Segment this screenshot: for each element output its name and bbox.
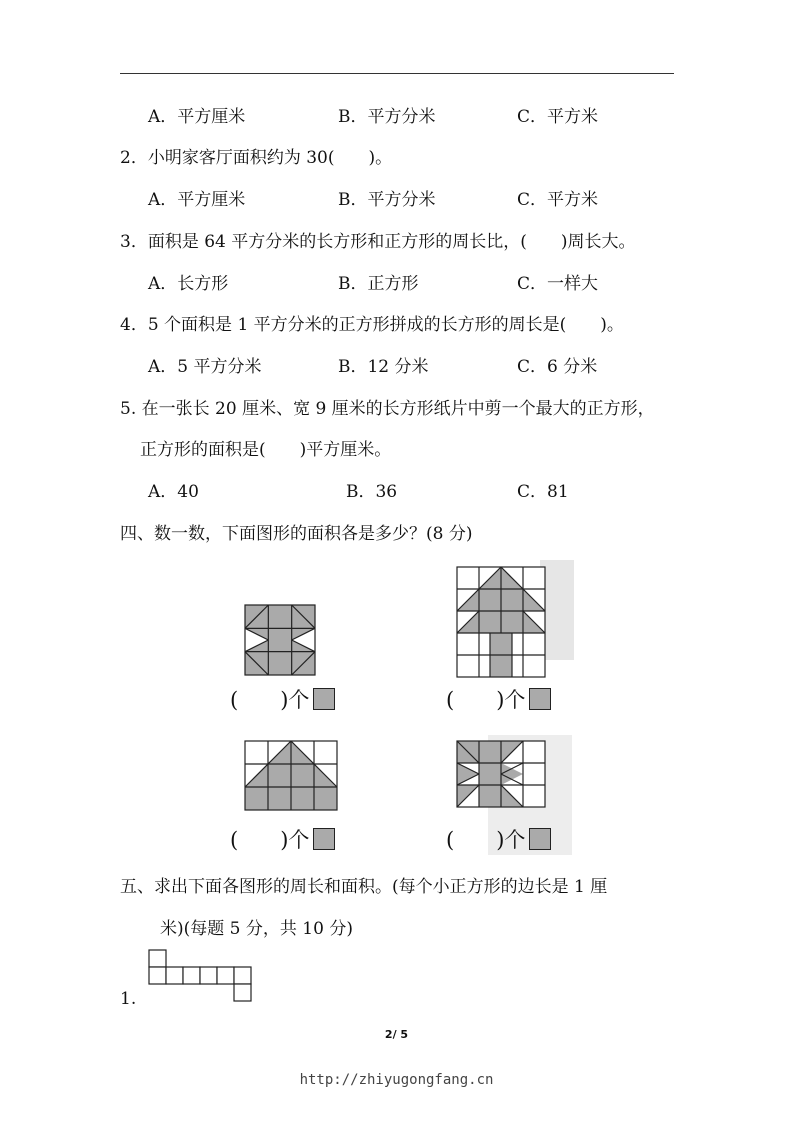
q3-stem: 3．面积是 64 平方分米的长方形和正方形的周长比，( )周长大。: [120, 232, 636, 252]
q1-option-a: A．平方厘米: [148, 107, 246, 127]
unit-square-icon: [529, 688, 551, 710]
q3-option-b: B．正方形: [338, 274, 419, 294]
q2-option-a: A．平方厘米: [148, 190, 246, 210]
section4-title: 四、数一数，下面图形的面积各是多少？(8 分): [120, 524, 473, 544]
q2-option-b: B．平方分米: [338, 190, 436, 210]
q5-option-c: C．81: [517, 482, 569, 502]
q2-stem: 2．小明家客厅面积约为 30( )。: [120, 148, 393, 168]
area-blank: ( )个: [230, 828, 310, 852]
q5-stem-line2: 正方形的面积是( )平方厘米。: [140, 440, 392, 460]
unit-square-icon: [529, 828, 551, 850]
q1-option-c: C．平方米: [517, 107, 599, 127]
unit-square-icon: [313, 688, 335, 710]
section5-title-line1: 五、求出下面各图形的周长和面积。(每个小正方形的边长是 1 厘: [120, 877, 608, 897]
figure-2-caption: [446, 687, 551, 713]
q5-option-a: A．40: [148, 482, 199, 502]
q3-option-c: C．一样大: [517, 274, 599, 294]
figure-grid-2: [457, 567, 545, 681]
q4-stem: 4．5 个面积是 1 平方分米的正方形拼成的长方形的周长是( )。: [120, 315, 624, 335]
section5-title-line2: 米)(每题 5 分，共 10 分): [160, 919, 353, 939]
unit-square-icon: [313, 828, 335, 850]
figure-grid-3: [245, 741, 337, 814]
q5-stem-line1: 5. 在一张长 20 厘米、宽 9 厘米的长方形纸片中剪一个最大的正方形，: [120, 399, 655, 419]
q4-option-a: A．5 平方分米: [148, 357, 262, 377]
area-blank: ( )个: [230, 688, 310, 712]
footer-url[interactable]: http://zhiyugongfang.cn: [299, 1072, 494, 1088]
header-rule: [120, 73, 674, 74]
q2-option-c: C．平方米: [517, 190, 599, 210]
figure-4-caption: [446, 827, 551, 853]
figure-grid-4: [457, 741, 545, 811]
figure-grid-1: [245, 605, 315, 679]
q4-option-b: B．12 分米: [338, 357, 429, 377]
section5-item1-label: 1.: [120, 989, 137, 1009]
q1-option-b: B．平方分米: [338, 107, 436, 127]
figure-3-caption: [230, 827, 335, 853]
figure-1-caption: [230, 687, 335, 713]
page-number: 2/ 5: [384, 1028, 409, 1041]
q3-option-a: A．长方形: [148, 274, 229, 294]
area-blank: ( )个: [446, 828, 526, 852]
section5-figure-1: [149, 950, 255, 1008]
area-blank: ( )个: [446, 688, 526, 712]
q4-option-c: C．6 分米: [517, 357, 598, 377]
q5-option-b: B．36: [346, 482, 398, 502]
